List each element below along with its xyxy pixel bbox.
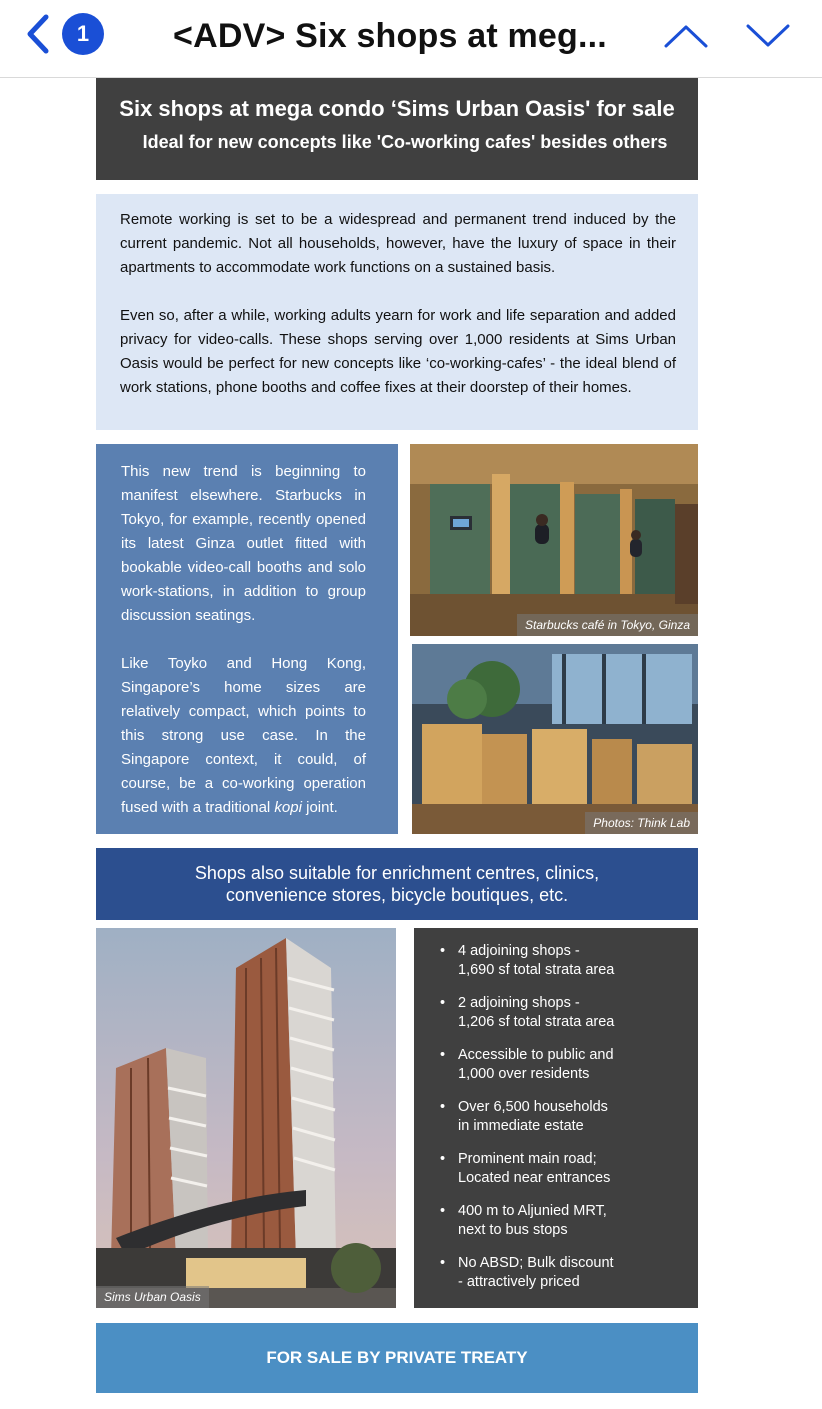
chevron-up-icon <box>663 23 709 49</box>
cafe-booths-illustration <box>410 444 698 636</box>
sims-urban-oasis-photo <box>96 928 396 1308</box>
feature-item: • Prominent main road; Located near entrances <box>458 1150 682 1188</box>
think-lab-coworking-photo <box>412 644 698 834</box>
photo-caption: Starbucks café in Tokyo, Ginza <box>517 614 698 636</box>
feature-item: • Accessible to public and 1,000 over residents <box>458 1046 682 1084</box>
feature-item: • No ABSD; Bulk discount - attractively priced <box>458 1254 682 1292</box>
mail-navbar <box>0 0 822 78</box>
back-button[interactable] <box>18 12 58 56</box>
feature-item: • Over 6,500 households in immediate estate <box>458 1098 682 1136</box>
starbucks-booths-photo <box>410 444 698 636</box>
for-sale-cta[interactable]: FOR SALE BY PRIVATE TREATY <box>96 1323 698 1393</box>
trend-italic-word: kopi <box>274 799 302 816</box>
ad-header <box>96 78 698 180</box>
banner-line: convenience stores, bicycle boutiques, etc. <box>225 885 569 905</box>
intro-text-block <box>96 194 698 430</box>
feature-item: • 4 adjoining shops - 1,690 sf total strata area <box>458 942 682 980</box>
photo-caption: Photos: Think Lab <box>585 812 698 834</box>
banner-line: Shops also suitable for enrichment centres, clinics, <box>194 863 600 883</box>
intro-paragraph: Remote working is set to be a widespread and permanent trend induced by the current pandemic. Not all households, however, have the luxury of space in their apartments to accommodate work functions on a sustained basis. <box>120 211 676 276</box>
condo-building-illustration <box>96 928 396 1308</box>
features-list <box>458 942 682 1292</box>
ad-headline: Six shops at mega condo ‘Sims Urban Oasis' for sale <box>119 96 675 121</box>
trend-text: Like Toyko and Hong Kong, Singapore’s home sizes are relatively compact, which points to this strong use case. In the Singapore context, it could, of course, be a co-working operation fused with a traditional <box>121 655 366 816</box>
photo-caption: Sims Urban Oasis <box>96 1286 209 1308</box>
trend-text: joint. <box>301 799 338 816</box>
next-message-button[interactable] <box>742 14 794 58</box>
trend-paragraph: This new trend is beginning to manifest elsewhere. Starbucks in Tokyo, for example, recently opened its latest Ginza outlet fitted with bookable video-call booths and solo work-stations, in addition to group discussion seatings. <box>121 463 366 624</box>
feature-item: • 400 m to Aljunied MRT, next to bus stops <box>458 1202 682 1240</box>
features-list-block <box>414 928 698 1308</box>
suitability-banner <box>96 848 698 920</box>
trend-paragraph <box>121 652 366 820</box>
intro-paragraph: Even so, after a while, working adults yearn for work and life separation and added privacy for video-calls. These shops serving over 1,000 residents at Sims Urban Oasis would be perfect for new concepts like ‘co-working-cafes’ - the ideal blend of work stations, phone booths and coffee fixes at their doorstep of their homes. <box>120 307 676 396</box>
coworking-illustration <box>412 644 698 834</box>
feature-item: • 2 adjoining shops - 1,206 sf total strata area <box>458 994 682 1032</box>
ad-subheadline: Ideal for new concepts like 'Co-working cafes' besides others <box>142 132 668 152</box>
chevron-left-icon <box>24 13 52 55</box>
trend-text-block <box>96 444 398 834</box>
message-subject-title: <ADV> Six shops at meg... <box>173 17 607 55</box>
unread-count-badge[interactable]: 1 <box>62 13 104 55</box>
previous-message-button[interactable] <box>660 14 712 58</box>
chevron-down-icon <box>745 23 791 49</box>
